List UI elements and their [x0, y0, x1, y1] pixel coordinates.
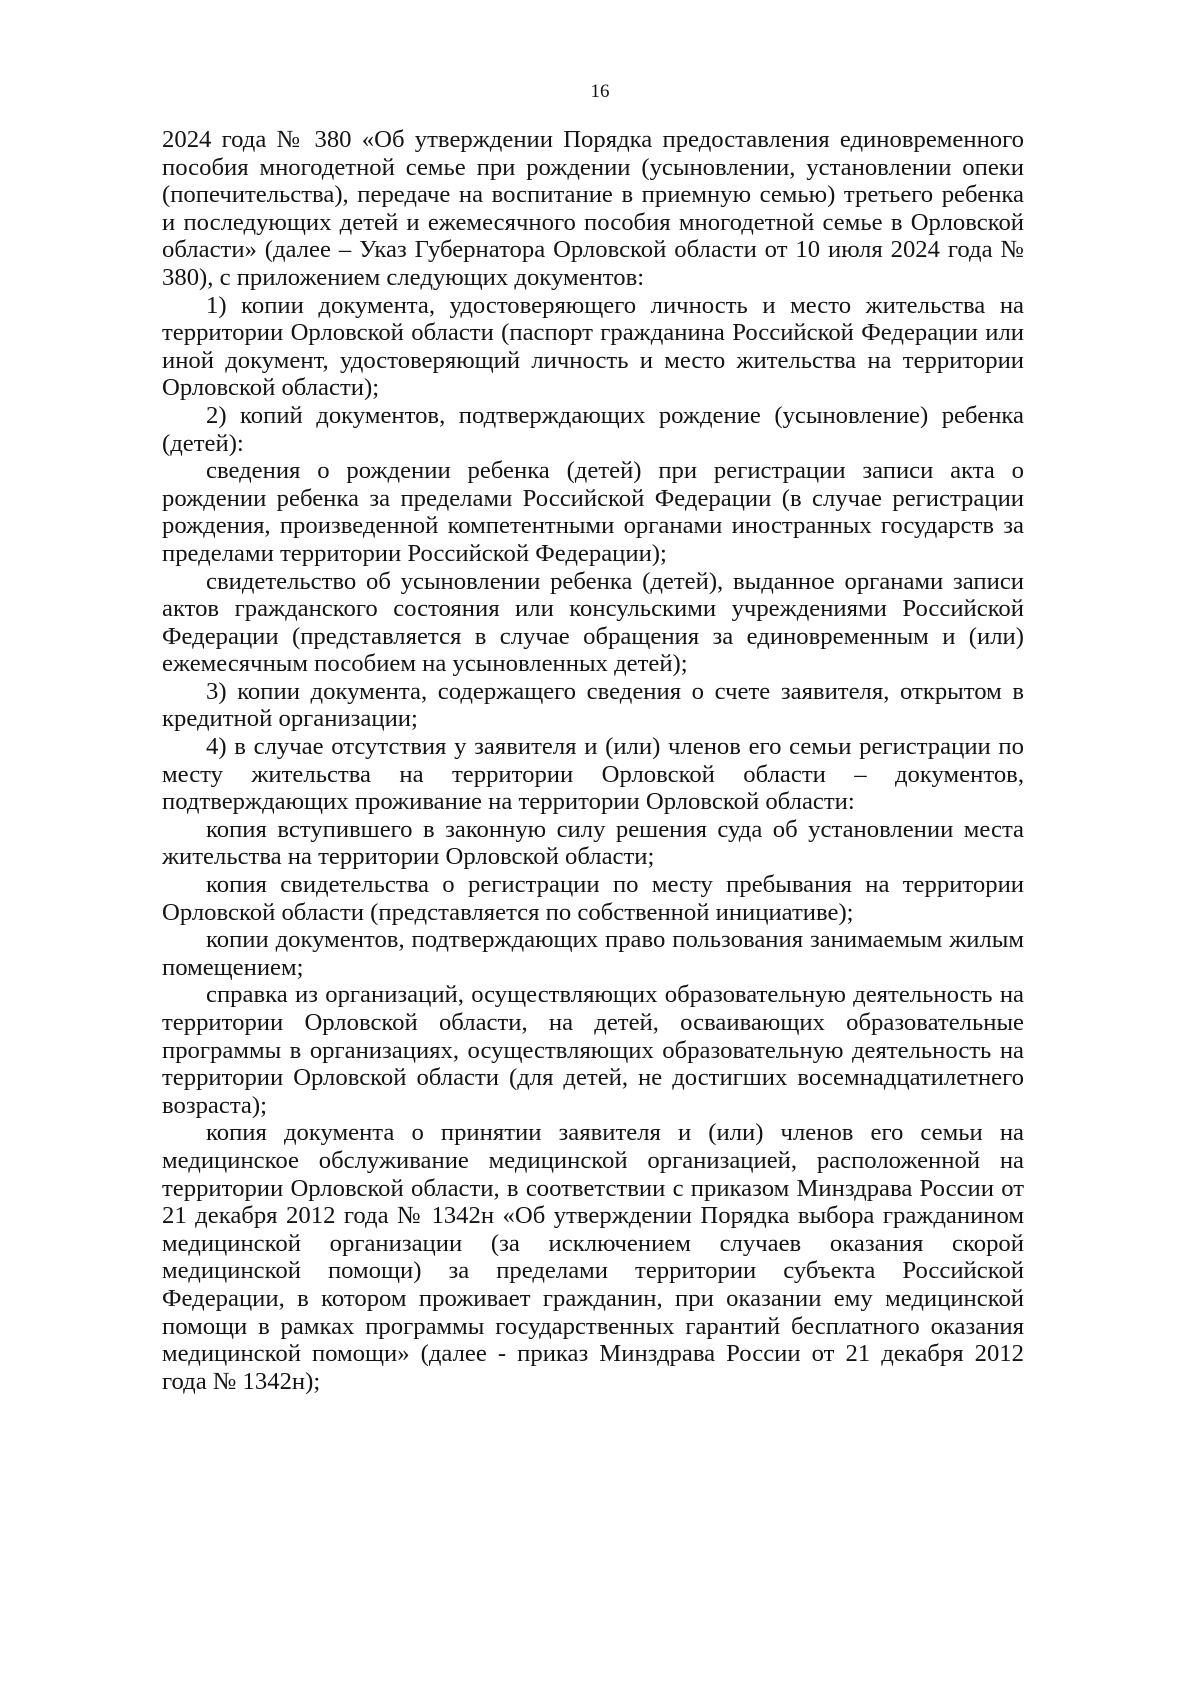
paragraph-item-4-medical-document: копия документа о принятии заявителя и (или) членов его семьи на медицинское обслуживание медицинской организацией, расположенной на территории Орловской области, в соответствии с приказом Минздрава России от 21 декабря 2012 года № 1342н «Об утверждении Порядка выбора гражданином медицинской организации (за исключением случаев оказания скорой медицинской помощи) за пределами территории субъекта Российской Федерации, в котором проживает гражданин, при оказании ему медицинской помощи в рамках программы государственных гарантий бесплатного оказания медицинской помощи» (далее - приказ Минздрава России от 21 декабря 2012 года № 1342н);: [162, 1119, 1024, 1395]
page-number: 16: [590, 81, 610, 102]
paragraph-item-1: 1) копии документа, удостоверяющего личность и место жительства на территории Орловской области (паспорт гражданина Российской Федерации или иной документ, удостоверяющий личность и место жительства на территории Орловской области);: [162, 291, 1024, 402]
paragraph-item-4-housing-documents: копии документов, подтверждающих право пользования занимаемым жилым помещением;: [162, 926, 1024, 981]
paragraph-item-3: 3) копии документа, содержащего сведения о счете заявителя, открытом в кредитной организации;: [162, 677, 1024, 733]
paragraph-item-2-birth-info: сведения о рождении ребенка (детей) при регистрации записи акта о рождении ребенка за пределами Российской Федерации (в случае регистрации рождения, произведенной компетентными органами иностранных государств за пределами территории Российской Федерации);: [162, 457, 1024, 567]
paragraph-item-4-court-decision: копия вступившего в законную силу решения суда об установлении места жительства на территории Орловской области;: [162, 815, 1024, 871]
paragraph-item-2: 2) копий документов, подтверждающих рождение (усыновление) ребенка (детей):: [162, 401, 1024, 457]
document-body: [162, 126, 1024, 1395]
paragraph-item-4-education-certificate: справка из организаций, осуществляющих образовательную деятельность на территории Орловской области, на детей, осваивающих образовательные программы в организациях, осуществляющих образовательную деятельность на территории Орловской области (для детей, не достигших восемнадцатилетнего возраста);: [162, 981, 1024, 1119]
paragraph-item-4-registration-certificate: копия свидетельства о регистрации по месту пребывания на территории Орловской области (представляется по собственной инициативе);: [162, 871, 1024, 926]
paragraph-intro: 2024 года № 380 «Об утверждении Порядка предоставления единовременного пособия многодетной семье при рождении (усыновлении, установлении опеки (попечительства), передаче на воспитание в приемную семью) третьего ребенка и последующих детей и ежемесячного пособия многодетной семье в Орловской области» (далее – Указ Губернатора Орловской области от 10 июля 2024 года № 380), с приложением следующих документов:: [162, 126, 1024, 291]
paragraph-item-2-adoption-certificate: свидетельство об усыновлении ребенка (детей), выданное органами записи актов гражданского состояния или консульскими учреждениями Российской Федерации (представляется в случае обращения за единовременным и (или) ежемесячным пособием на усыновленных детей);: [162, 567, 1024, 678]
paragraph-item-4: 4) в случае отсутствия у заявителя и (или) членов его семьи регистрации по месту жительства на территории Орловской области – документов, подтверждающих проживание на территории Орловской области:: [162, 733, 1024, 816]
